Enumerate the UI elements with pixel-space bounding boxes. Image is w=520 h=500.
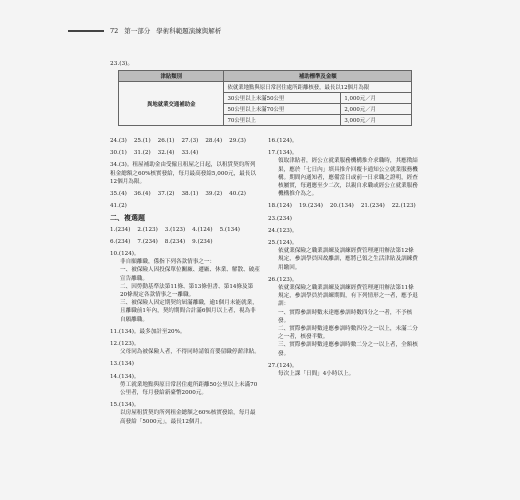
answer: 27.(3) <box>181 138 199 144</box>
answer-14: 14.(134)。 <box>110 373 140 380</box>
answer-26: 26.(123)。 <box>268 276 298 283</box>
answer: 36.(4) <box>133 191 151 198</box>
answer-row <box>110 238 260 246</box>
answer-25: 25.(124)。 <box>268 240 298 247</box>
answer: 35.(4) <box>110 191 127 198</box>
answer-17: 17.(134)。 <box>268 150 298 157</box>
section-title: 二、複選題 <box>110 213 145 223</box>
answer: 30.(1) <box>110 150 127 157</box>
answer-26-body: 依就業保險之職業訓練及訓練經費管理運用辦法第11條規定，參訓學員於訓練期間，有下列情形之一者，應予退訓： <box>278 285 418 308</box>
answer: 20.(134) <box>329 203 354 210</box>
subsidy-table <box>118 70 412 126</box>
answer: 39.(2) <box>205 191 223 198</box>
answer: 19.(234) <box>298 203 323 210</box>
right-column <box>268 137 418 378</box>
answer-16: 16.(124)。 <box>268 138 298 144</box>
answer-11: 11.(134)。最多加計至20%。 <box>110 328 186 335</box>
amount-cell: 2,000元／月 <box>341 104 412 115</box>
answer: 6.(234) <box>110 238 131 245</box>
answer-27-body: 每次上課「日間」4小時以上。 <box>278 371 355 378</box>
answer: 21.(234) <box>360 203 385 210</box>
answer-row <box>110 226 260 234</box>
answer: 2.(123) <box>137 226 158 233</box>
part-label: 第一部分 <box>124 27 151 35</box>
table-head-standard: 補助標準及金額 <box>224 71 412 82</box>
answer-17-body: 領取津貼者，經公立就業服務機構推介求職時，其應徵結果，應於「七日內」填具推介回覆卡通知公立就業服務機構。期間內通知者，應備當日或前一日求職之證明，經查核屬實，每週應至少二次，以親自求職或經公立就業服務機構推介為之。 <box>278 158 418 198</box>
answer-34: 34.(3)。租屋補助金由受僱且租屋之日起，以租賃契約所列租金總額之60%核實發給，每月最高發給5,000元，最長以12個月為限。 <box>110 162 256 185</box>
answer-15-body: 以房屋租賃契約所列租金總額之60%核實發給，每月最高發給「5000元」，最長12個月。 <box>120 410 256 425</box>
answer: 40.(2) <box>229 191 246 198</box>
answer-12-body: 父母同為被保險人者，不得同時請領育嬰留職停薪津貼。 <box>120 349 260 356</box>
answer: 26.(1) <box>157 138 175 144</box>
answer: 38.(1) <box>181 191 199 198</box>
answer: 33.(4) <box>181 150 199 157</box>
answer: 28.(4) <box>205 138 223 144</box>
answer-row <box>268 202 418 210</box>
answer-25-body: 依就業保險之職業訓練及訓練經費管理運用辦法第12條規定，參訓學員因故離訓，應將已領之生活津貼及訓練費用繳回。 <box>278 248 418 271</box>
answer: 29.(3) <box>229 138 246 144</box>
answer: 4.(124) <box>192 226 213 233</box>
answer-12: 12.(123)。 <box>110 341 140 348</box>
book-title: 學術科範題演練與解析 <box>156 27 222 35</box>
answer-26-item: 一、實際參訓時數未達應參訓時數四分之一者，不予核發。 <box>278 309 413 324</box>
header-rule <box>68 30 104 32</box>
answer-14-body: 勞工就業地點與原日常居住處所距離50公里以上未滿70公里者，每月發給新臺幣2000元。 <box>120 381 258 397</box>
answer-row <box>110 137 260 145</box>
answer-13: 13.(134) <box>110 361 134 368</box>
answer-10-item: 一、被保險人因投保單位關廠、遷廠、休業、解散、破產宣告離職。 <box>120 267 260 282</box>
amount-cell: 3,000元／月 <box>341 115 412 126</box>
answer: 5.(134) <box>219 226 240 233</box>
range-cell: 70公里以上 <box>224 115 341 126</box>
q23-label: 23.(3)。 <box>110 61 134 67</box>
answer-row <box>110 190 260 198</box>
amount-cell: 1,000元／月 <box>341 93 412 104</box>
table-category: 異地就業交通補助金 <box>119 82 224 126</box>
answer-10-item: 二、因勞動基準法第11條、第13條但書、第14條及第20條規定各款情事之一離職。 <box>120 283 254 299</box>
answer: 1.(234) <box>110 226 131 233</box>
range-cell: 50公里以上未滿70公里 <box>224 104 341 115</box>
answer-row <box>110 149 260 157</box>
answer: 3.(123) <box>164 226 186 233</box>
answer: 24.(3) <box>110 138 127 144</box>
answer: 22.(123) <box>391 203 416 210</box>
answer: 18.(124) <box>268 203 292 210</box>
table-desc: 依就業地點與原日常居住處所距離核發，最長以12個月為限 <box>224 82 412 93</box>
answer-26-item: 二、實際參訓時數達應參訓時數四分之一以上，未滿二分之一者，核發半數。 <box>278 326 418 341</box>
answer-26-item: 三、實際參訓時數達應參訓時數二分之一以上者，全額核發。 <box>278 342 418 357</box>
answer: 9.(234) <box>192 238 213 245</box>
range-cell: 30公里以上未滿50公里 <box>224 93 341 104</box>
answer-27: 27.(124)。 <box>268 362 298 369</box>
answer-15: 15.(134)。 <box>110 402 140 409</box>
answer: 37.(2) <box>157 191 175 198</box>
left-column <box>110 137 260 426</box>
answer-10-item: 三、被保險人因定期契約屆滿離職，逾1個月未能就業，且離職前1年內，契約期間合計滿6個月以上者，視為非自願離職。 <box>120 300 258 323</box>
answer-24: 24.(123)。 <box>268 227 298 234</box>
page-number: 72 <box>110 26 119 35</box>
answer-10-body: 非自願離職，係指下列各款情事之一： <box>120 259 216 266</box>
answer-10: 10.(124)。 <box>110 251 140 258</box>
answer: 7.(234) <box>137 238 158 245</box>
answer: 25.(1) <box>133 138 151 144</box>
answer-23: 23.(234) <box>268 215 292 222</box>
answer: 32.(4) <box>157 150 175 157</box>
page-header <box>68 26 221 35</box>
answer: 31.(2) <box>133 150 151 157</box>
answer: 8.(234) <box>164 238 186 245</box>
table-head-category: 津貼類別 <box>119 71 224 82</box>
answer: 41.(2) <box>110 203 127 210</box>
